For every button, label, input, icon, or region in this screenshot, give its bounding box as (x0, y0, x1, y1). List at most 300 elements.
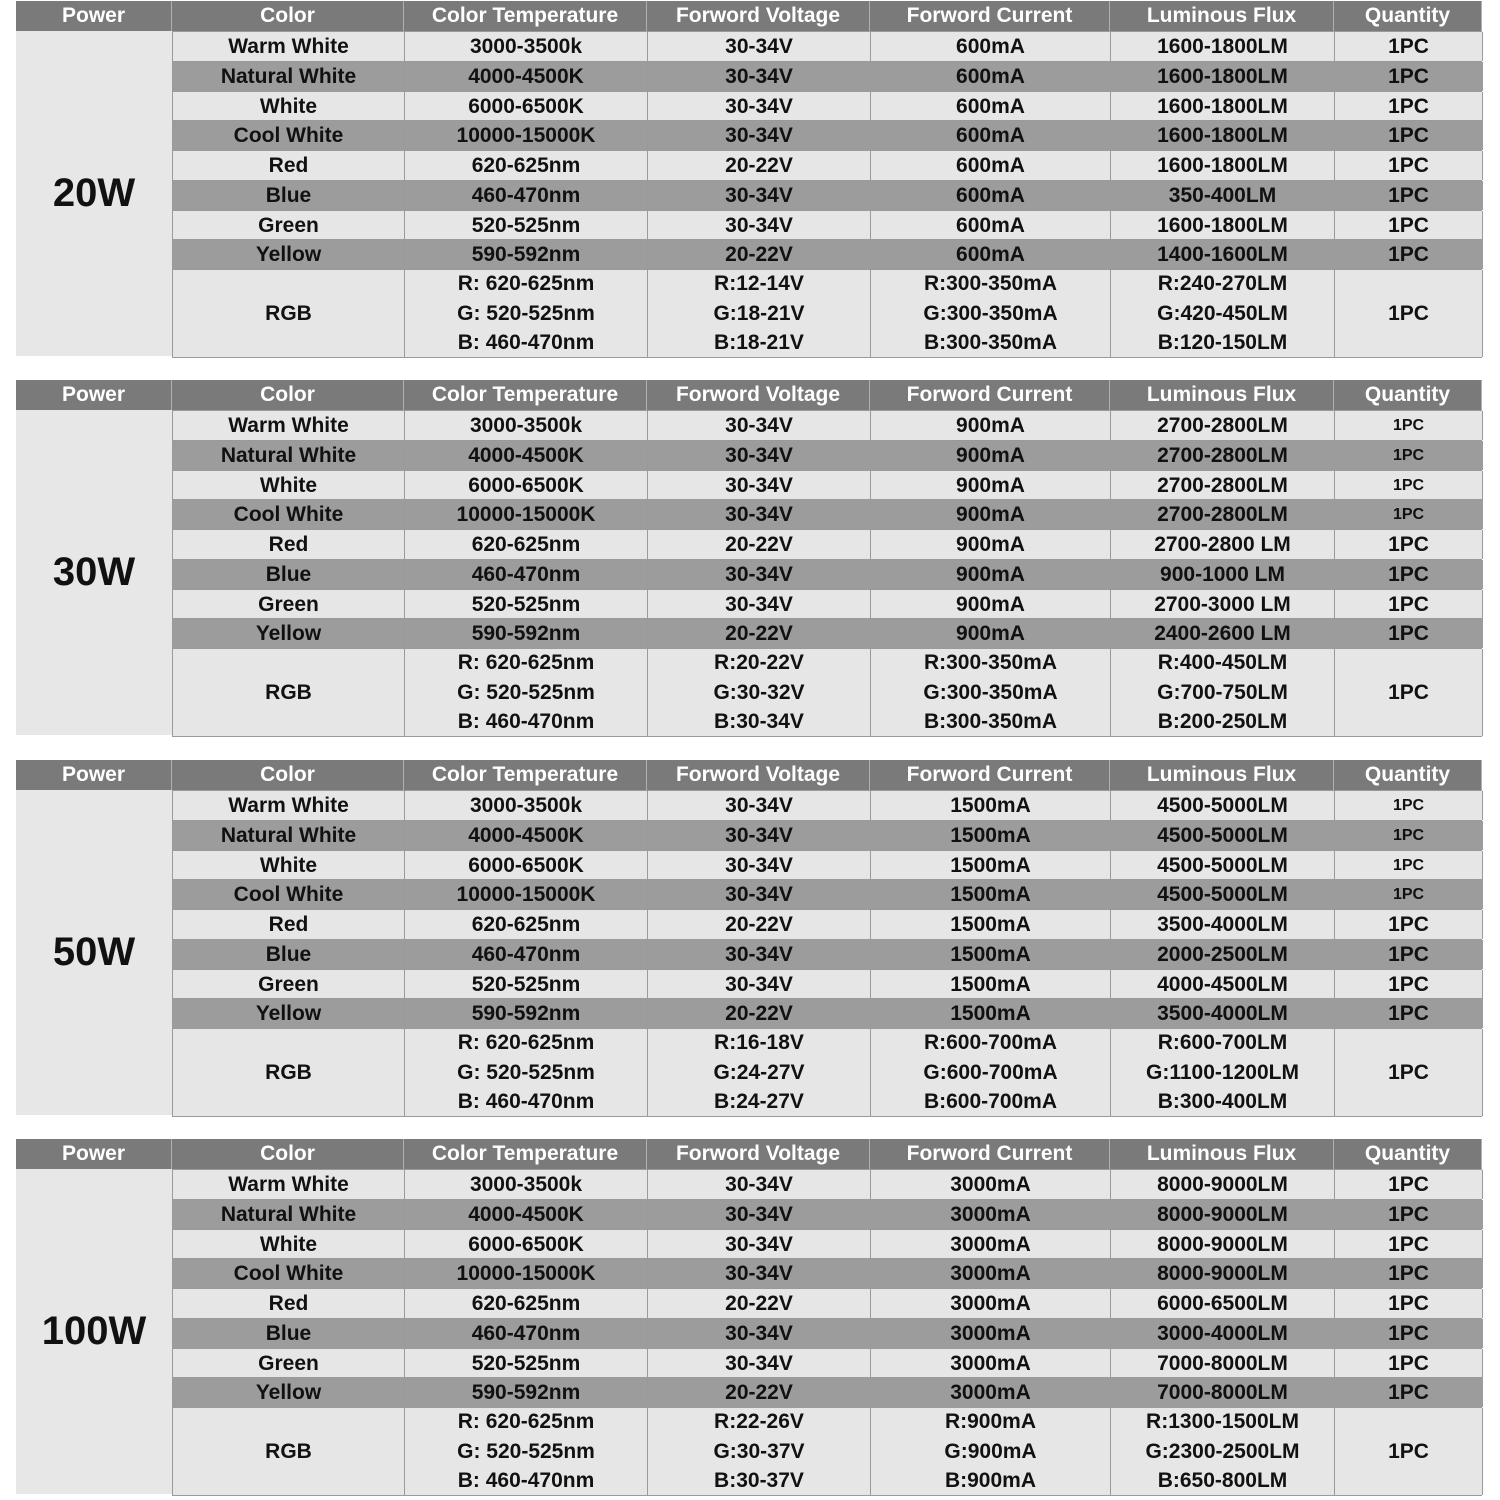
temperature-cell (405, 1200, 648, 1229)
spec-block-20w (16, 1, 1482, 356)
voltage-cell (648, 791, 871, 820)
voltage-cell (648, 970, 871, 999)
cell-text: 1PC (1388, 243, 1429, 267)
cell-text: 1PC (1388, 1351, 1429, 1375)
voltage-cell (648, 851, 871, 880)
temperature-cell (405, 649, 648, 736)
flux-cell (1111, 649, 1335, 736)
header-cell: Forword Voltage (647, 1139, 870, 1169)
header-cell: Quantity (1334, 1, 1482, 31)
cell-line: R:22-26V (714, 1410, 804, 1434)
cell-text: 30-34V (725, 823, 793, 847)
cell-text: 30-34V (725, 942, 793, 966)
temperature-cell (405, 211, 648, 240)
flux-cell (1111, 1259, 1335, 1288)
quantity-cell (1335, 1378, 1483, 1407)
cell-text: 1PC (1388, 680, 1429, 704)
cell-text: 30-34V (725, 124, 793, 148)
table-row (172, 1377, 1482, 1407)
flux-cell (1111, 32, 1335, 61)
temperature-cell (405, 1408, 648, 1495)
cell-text: 6000-6500K (468, 1232, 584, 1256)
cell-text: 3000-3500k (469, 414, 583, 437)
cell-line: G:1100-1200LM (1146, 1060, 1299, 1084)
voltage-cell (648, 1408, 871, 1495)
cell-text: White (259, 473, 318, 497)
flux-cell (1111, 999, 1335, 1028)
table-row (172, 61, 1482, 91)
current-cell (871, 1289, 1111, 1318)
voltage-cell (648, 1200, 871, 1229)
cell-line: B:300-400LM (1157, 1090, 1288, 1114)
current-cell (871, 619, 1111, 648)
flux-cell (1111, 1349, 1335, 1378)
voltage-cell (648, 92, 871, 121)
cell-text: 30-34V (725, 213, 793, 237)
cell-text: 1PC (1388, 1292, 1429, 1315)
cell-text: 8000-9000LM (1157, 1232, 1288, 1256)
voltage-cell (648, 821, 871, 850)
cell-text: 1PC (1388, 1173, 1429, 1196)
quantity-cell (1335, 1170, 1483, 1199)
cell-text: 1600-1800LM (1157, 154, 1288, 177)
cell-text: 30-34V (725, 1351, 793, 1375)
flux-cell (1111, 910, 1335, 939)
color-cell (173, 999, 405, 1028)
cell-text: 2700-2800LM (1157, 443, 1288, 467)
cell-line: R: 620-625nm (457, 1031, 595, 1055)
voltage-cell (648, 151, 871, 180)
cell-text: 30-34V (725, 972, 793, 996)
cell-text: 460-470nm (471, 1321, 581, 1345)
header-cell: Color Temperature (404, 1, 647, 31)
cell-text: 1PC (1388, 94, 1429, 118)
cell-text: 3000-3500k (469, 1173, 583, 1196)
flux-cell (1111, 1378, 1335, 1407)
cell-text: 30-34V (725, 1262, 793, 1286)
flux-cell (1111, 92, 1335, 121)
cell-line: G:18-21V (713, 301, 805, 325)
temperature-cell (405, 1230, 648, 1259)
cell-text: 1PC (1392, 797, 1425, 814)
table-row (172, 1288, 1482, 1318)
cell-line: B: 460-470nm (457, 1469, 595, 1493)
cell-text: 1PC (1388, 913, 1429, 936)
cell-text: 520-525nm (471, 592, 581, 616)
cell-text: 1PC (1388, 1232, 1429, 1256)
cell-text: 900mA (956, 503, 1025, 527)
cell-text: 30-34V (725, 94, 793, 118)
cell-text: 6000-6500K (468, 94, 584, 118)
cell-text: 30-34V (725, 64, 793, 88)
cell-text: 10000-15000K (456, 1262, 596, 1286)
color-cell (173, 560, 405, 589)
cell-text: 2700-2800LM (1157, 414, 1288, 437)
cell-text: 460-470nm (471, 942, 581, 966)
cell-line: R: 620-625nm (457, 272, 595, 296)
cell-text: 600mA (956, 243, 1025, 267)
cell-text: 1PC (1388, 64, 1429, 88)
cell-text: 1500mA (950, 883, 1031, 907)
color-cell (173, 880, 405, 909)
cell-text: 2700-2800LM (1157, 473, 1288, 497)
header-cell: Forword Current (870, 760, 1110, 790)
cell-line: R:20-22V (714, 651, 804, 675)
cell-text: 1PC (1388, 622, 1429, 646)
rgb-row (172, 1407, 1482, 1496)
cell-text: 6000-6500K (468, 473, 584, 497)
color-cell (173, 530, 405, 559)
cell-text: 600mA (956, 213, 1025, 237)
cell-text: Warm White (228, 1173, 349, 1196)
current-cell (871, 1349, 1111, 1378)
flux-cell (1111, 530, 1335, 559)
color-cell (173, 791, 405, 820)
current-cell (871, 500, 1111, 529)
cell-text: RGB (265, 680, 312, 704)
cell-line: R:300-350mA (923, 272, 1058, 296)
temperature-cell (405, 1319, 648, 1348)
flux-cell (1111, 240, 1335, 269)
table-row (172, 939, 1482, 969)
cell-line: B:650-800LM (1157, 1469, 1288, 1493)
temperature-cell (405, 471, 648, 500)
voltage-cell (648, 1170, 871, 1199)
cell-text: 590-592nm (471, 1381, 581, 1405)
cell-text: 2700-2800LM (1157, 503, 1288, 527)
current-cell (871, 62, 1111, 91)
quantity-cell (1335, 940, 1483, 969)
current-cell (871, 411, 1111, 440)
cell-text: 600mA (956, 124, 1025, 148)
color-cell (173, 1200, 405, 1229)
temperature-cell (405, 970, 648, 999)
table-row (172, 589, 1482, 619)
cell-text: Warm White (228, 35, 349, 58)
quantity-cell (1335, 999, 1483, 1028)
header-cell: Color (172, 1139, 404, 1169)
cell-text: 4000-4500K (468, 443, 584, 467)
cell-text: 30-34V (725, 443, 793, 467)
cell-text: 900mA (956, 622, 1025, 646)
cell-text: Green (258, 213, 319, 237)
quantity-cell (1335, 1349, 1483, 1378)
cell-text: Cool White (233, 883, 344, 907)
voltage-cell (648, 1259, 871, 1288)
header-cell: Luminous Flux (1110, 380, 1334, 410)
cell-text: 10000-15000K (456, 883, 596, 907)
color-cell (173, 92, 405, 121)
cell-text: 1PC (1388, 183, 1429, 207)
cell-text: 1PC (1388, 35, 1429, 58)
cell-text: 590-592nm (471, 622, 581, 646)
flux-cell (1111, 560, 1335, 589)
temperature-cell (405, 441, 648, 470)
cell-text: Cool White (233, 124, 344, 148)
cell-text: 520-525nm (471, 1351, 581, 1375)
header-cell: Color (172, 760, 404, 790)
cell-line: G: 520-525nm (457, 680, 595, 704)
flux-cell (1111, 1230, 1335, 1259)
cell-text: 2400-2600 LM (1154, 622, 1291, 646)
color-cell (173, 411, 405, 440)
cell-text: Green (258, 592, 319, 616)
temperature-cell (405, 270, 648, 357)
cell-text: 20-22V (725, 1002, 793, 1026)
cell-line: B: 460-470nm (457, 1090, 595, 1114)
voltage-cell (648, 910, 871, 939)
temperature-cell (405, 560, 648, 589)
header-cell: Quantity (1334, 1139, 1482, 1169)
cell-text: 1PC (1388, 1060, 1429, 1084)
color-cell (173, 240, 405, 269)
current-cell (871, 441, 1111, 470)
cell-text: RGB (265, 1060, 312, 1084)
header-cell: Forword Current (870, 1, 1110, 31)
cell-text: 20-22V (725, 1381, 793, 1405)
cell-text: 600mA (956, 183, 1025, 207)
temperature-cell (405, 530, 648, 559)
cell-line: G:30-37V (713, 1439, 805, 1463)
voltage-cell (648, 62, 871, 91)
table-row (172, 210, 1482, 240)
quantity-cell (1335, 791, 1483, 820)
temperature-cell (405, 1029, 648, 1116)
cell-text: 3000mA (950, 1381, 1031, 1405)
cell-text: 1600-1800LM (1157, 94, 1288, 118)
header-cell: Color Temperature (404, 760, 647, 790)
current-cell (871, 791, 1111, 820)
current-cell (871, 1170, 1111, 1199)
table-row (172, 1229, 1482, 1259)
color-cell (173, 821, 405, 850)
cell-text: 590-592nm (471, 243, 581, 267)
temperature-cell (405, 151, 648, 180)
table-row (172, 559, 1482, 589)
temperature-cell (405, 791, 648, 820)
voltage-cell (648, 441, 871, 470)
temperature-cell (405, 999, 648, 1028)
flux-cell (1111, 1319, 1335, 1348)
color-cell (173, 1259, 405, 1288)
cell-text: 30-34V (725, 883, 793, 907)
quantity-cell (1335, 649, 1483, 736)
flux-cell (1111, 500, 1335, 529)
voltage-cell (648, 1230, 871, 1259)
voltage-cell (648, 880, 871, 909)
temperature-cell (405, 121, 648, 150)
cell-text: 7000-8000LM (1157, 1381, 1288, 1405)
cell-text: Blue (265, 942, 312, 966)
cell-line: B:200-250LM (1157, 710, 1288, 734)
cell-text: 7000-8000LM (1157, 1351, 1288, 1375)
temperature-cell (405, 32, 648, 61)
cell-text: 1500mA (950, 1002, 1031, 1026)
voltage-cell (648, 560, 871, 589)
voltage-cell (648, 649, 871, 736)
cell-text: Blue (265, 562, 312, 586)
cell-text: Red (268, 1292, 309, 1315)
current-cell (871, 211, 1111, 240)
voltage-cell (648, 32, 871, 61)
table-row (172, 470, 1482, 500)
cell-line: B:300-350mA (923, 331, 1058, 355)
current-cell (871, 92, 1111, 121)
table-header (16, 760, 1482, 790)
cell-text: 4000-4500K (468, 1202, 584, 1226)
cell-text: 900-1000 LM (1160, 562, 1285, 586)
spec-block-50w (16, 760, 1482, 1115)
cell-text: 1PC (1392, 856, 1425, 874)
header-cell: Color Temperature (404, 1139, 647, 1169)
quantity-cell (1335, 970, 1483, 999)
cell-line: R:400-450LM (1157, 651, 1288, 675)
current-cell (871, 151, 1111, 180)
quantity-cell (1335, 270, 1483, 357)
flux-cell (1111, 211, 1335, 240)
cell-text: Natural White (220, 1202, 357, 1226)
cell-text: 1500mA (950, 794, 1031, 817)
color-cell (173, 851, 405, 880)
table-row (172, 1318, 1482, 1348)
quantity-cell (1335, 1319, 1483, 1348)
cell-text: 1PC (1388, 533, 1429, 556)
color-cell (173, 270, 405, 357)
cell-text: Blue (265, 1321, 312, 1345)
flux-cell (1111, 1289, 1335, 1318)
cell-text: 1PC (1392, 417, 1425, 434)
color-cell (173, 151, 405, 180)
table-row (172, 440, 1482, 470)
color-cell (173, 1408, 405, 1495)
quantity-cell (1335, 851, 1483, 880)
table-row (172, 180, 1482, 210)
cell-text: 3000-4000LM (1157, 1321, 1288, 1345)
table-row (172, 820, 1482, 850)
cell-text: 30-34V (725, 1173, 793, 1196)
power-label: 20W (16, 31, 172, 356)
header-cell: Forword Current (870, 1139, 1110, 1169)
table-row (172, 790, 1482, 820)
current-cell (871, 530, 1111, 559)
color-cell (173, 1319, 405, 1348)
cell-text: Red (268, 533, 309, 556)
cell-line: G:2300-2500LM (1145, 1439, 1300, 1463)
table-row (172, 239, 1482, 269)
header-cell: Color Temperature (404, 380, 647, 410)
cell-text: 600mA (956, 94, 1025, 118)
cell-line: B: 460-470nm (457, 710, 595, 734)
cell-text: 1PC (1388, 1002, 1429, 1026)
color-cell (173, 441, 405, 470)
table-row (172, 410, 1482, 440)
cell-line: G:300-350mA (923, 680, 1058, 704)
voltage-cell (648, 121, 871, 150)
cell-text: 900mA (956, 473, 1025, 497)
header-cell: Quantity (1334, 760, 1482, 790)
cell-line: B:600-700mA (923, 1090, 1058, 1114)
cell-line: G:600-700mA (923, 1060, 1058, 1084)
cell-text: Yellow (255, 243, 322, 267)
header-cell: Forword Voltage (647, 1, 870, 31)
voltage-cell (648, 1349, 871, 1378)
cell-text: Cool White (233, 1262, 344, 1286)
cell-text: 4500-5000LM (1157, 794, 1288, 817)
voltage-cell (648, 1029, 871, 1116)
cell-text: 3000mA (950, 1232, 1031, 1256)
header-cell: Quantity (1334, 380, 1482, 410)
cell-text: 1PC (1392, 506, 1425, 524)
cell-text: 30-34V (725, 473, 793, 497)
flux-cell (1111, 471, 1335, 500)
cell-text: 520-525nm (471, 213, 581, 237)
quantity-cell (1335, 62, 1483, 91)
table-row (172, 1169, 1482, 1199)
cell-text: 1PC (1388, 124, 1429, 148)
color-cell (173, 1349, 405, 1378)
voltage-cell (648, 500, 871, 529)
cell-line: R:300-350mA (923, 651, 1058, 675)
current-cell (871, 1319, 1111, 1348)
temperature-cell (405, 1259, 648, 1288)
power-label: 50W (16, 790, 172, 1115)
cell-text: 1PC (1392, 886, 1425, 904)
cell-text: 1PC (1388, 562, 1429, 586)
cell-text: 1PC (1388, 1202, 1429, 1226)
flux-cell (1111, 590, 1335, 619)
cell-text: 20-22V (725, 913, 793, 936)
current-cell (871, 999, 1111, 1028)
cell-text: Warm White (228, 794, 349, 817)
color-cell (173, 211, 405, 240)
flux-cell (1111, 270, 1335, 357)
cell-text: Natural White (220, 64, 357, 88)
flux-cell (1111, 1200, 1335, 1229)
current-cell (871, 970, 1111, 999)
table-row (172, 1199, 1482, 1229)
quantity-cell (1335, 1408, 1483, 1495)
current-cell (871, 1200, 1111, 1229)
cell-text: 4000-4500K (468, 64, 584, 88)
flux-cell (1111, 821, 1335, 850)
cell-text: 1600-1800LM (1157, 64, 1288, 88)
cell-text: 30-34V (725, 183, 793, 207)
power-label: 100W (16, 1169, 172, 1494)
cell-text: 30-34V (725, 414, 793, 437)
cell-text: 4500-5000LM (1157, 823, 1288, 847)
cell-text: 620-625nm (471, 913, 581, 936)
cell-text: 30-34V (725, 1202, 793, 1226)
cell-text: 1500mA (950, 942, 1031, 966)
cell-text: Red (268, 154, 309, 177)
cell-text: 8000-9000LM (1157, 1202, 1288, 1226)
cell-line: R:16-18V (714, 1031, 804, 1055)
cell-text: 1PC (1388, 1262, 1429, 1286)
cell-line: B:18-21V (714, 331, 804, 355)
voltage-cell (648, 181, 871, 210)
cell-text: 2700-3000 LM (1154, 592, 1291, 616)
cell-text: RGB (265, 1439, 312, 1463)
cell-text: 590-592nm (471, 1002, 581, 1026)
cell-text: 620-625nm (471, 533, 581, 556)
temperature-cell (405, 92, 648, 121)
current-cell (871, 910, 1111, 939)
cell-text: 2700-2800 LM (1154, 533, 1291, 556)
voltage-cell (648, 619, 871, 648)
voltage-cell (648, 211, 871, 240)
current-cell (871, 121, 1111, 150)
color-cell (173, 970, 405, 999)
